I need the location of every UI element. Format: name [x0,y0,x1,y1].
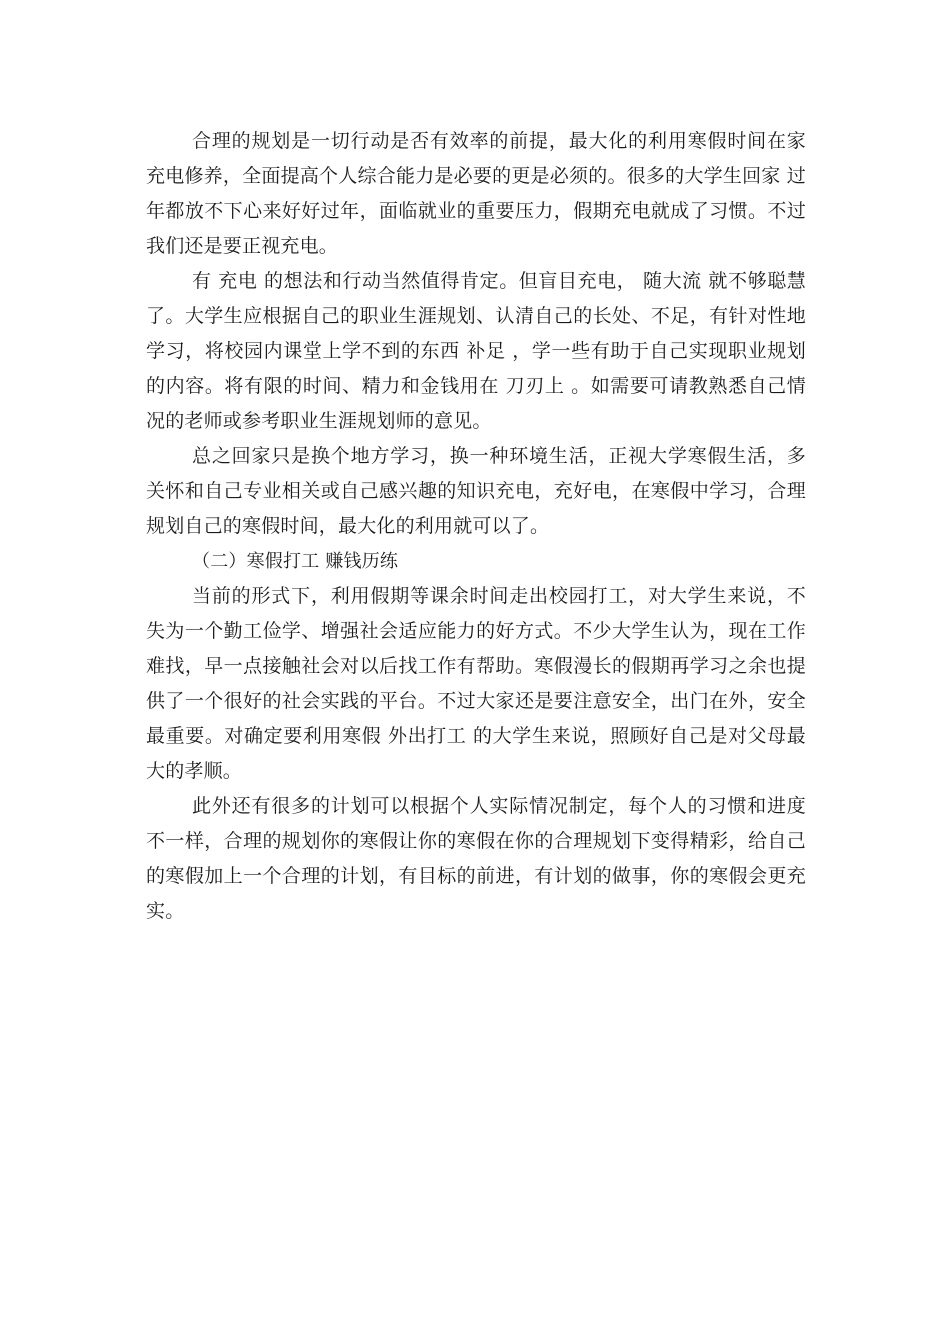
paragraph-conclusion: 此外还有很多的计划可以根据个人实际情况制定，每个人的习惯和进度不一样，合理的规划你的寒假让你的寒假在你的合理规划下变得精彩，给自己的寒假加上一个合理的计划，有目标的前进，有计划的做事，你的寒假会更充实。 [146,795,806,922]
paragraph-recharge: 有 充电 的想法和行动当然值得肯定。但盲目充电， 随大流 就不够聪慧了。大学生应根据自己的职业生涯规划、认清自己的长处、不足，有针对性地学习，将校园内课堂上学不到的东西 补足 ，学一些有助于自己实现职业规划的内容。将有限的时间、精力和金钱用在 刀刃上 。如需要可请教熟悉自己情况的老师或参考职业生涯规划师的意见。 [146,270,806,432]
paragraph-part-time-work: 当前的形式下，利用假期等课余时间走出校园打工，对大学生来说，不失为一个勤工俭学、增强社会适应能力的好方式。不少大学生认为，现在工作难找，早一点接触社会对以后找工作有帮助。寒假漫长的假期再学习之余也提供了一个很好的社会实践的平台。不过大家还是要注意安全，出门在外，安全最重要。对确定要利用寒假 外出打工 的大学生来说，照顾好自己是对父母最大的孝顺。 [146,585,806,782]
paragraph-planning: 合理的规划是一切行动是否有效率的前提，最大化的利用寒假时间在家充电修养，全面提高个人综合能力是必要的更是必须的。很多的大学生回家 过年都放不下心来好好过年，面临就业的重要压力，假期充电就成了习惯。不过我们还是要正视充电。 [146,130,806,257]
document-body [146,124,806,929]
section-heading-part-time-work: （二）寒假打工 赚钱历练 [192,551,399,572]
paragraph-summary: 总之回家只是换个地方学习，换一种环境生活，正视大学寒假生活，多关怀和自己专业相关或自己感兴趣的知识充电，充好电，在寒假中学习，合理规划自己的寒假时间，最大化的利用就可以了。 [146,445,806,537]
